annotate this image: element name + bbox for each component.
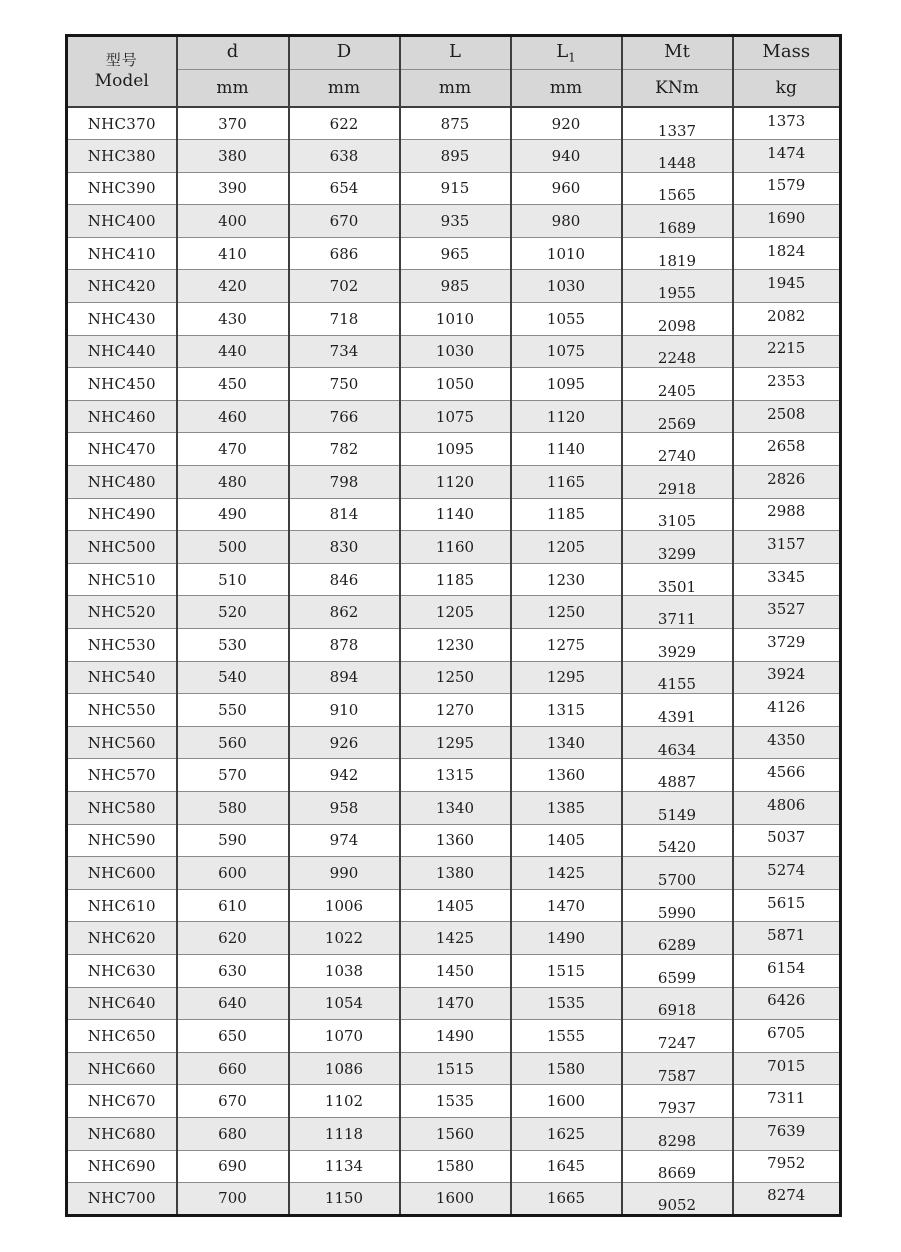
table-row bbox=[67, 987, 841, 1020]
cell-L: 1185 bbox=[400, 563, 511, 596]
cell-Mt: 2405 bbox=[622, 368, 733, 401]
cell-L: 1050 bbox=[400, 368, 511, 401]
cell-Mass: 7639 bbox=[733, 1117, 841, 1150]
cell-Mt: 4887 bbox=[622, 759, 733, 792]
header-units-row bbox=[67, 70, 841, 108]
cell-D: 670 bbox=[289, 205, 400, 238]
cell-D: 958 bbox=[289, 791, 400, 824]
cell-L1: 1250 bbox=[511, 596, 622, 629]
spec-table bbox=[65, 34, 842, 1217]
cell-Mass: 4126 bbox=[733, 694, 841, 727]
cell-model: NHC450 bbox=[67, 368, 177, 401]
cell-d: 590 bbox=[177, 824, 289, 857]
table-row bbox=[67, 824, 841, 857]
cell-Mt: 6599 bbox=[622, 954, 733, 987]
cell-Mass: 1373 bbox=[733, 107, 841, 140]
cell-Mass: 1945 bbox=[733, 270, 841, 303]
header-unit-Mt: KNm bbox=[622, 70, 733, 108]
cell-Mass: 5274 bbox=[733, 857, 841, 890]
cell-L: 1075 bbox=[400, 400, 511, 433]
cell-D: 1022 bbox=[289, 922, 400, 955]
cell-model: NHC540 bbox=[67, 661, 177, 694]
cell-d: 490 bbox=[177, 498, 289, 531]
cell-Mt: 1448 bbox=[622, 140, 733, 173]
cell-model: NHC560 bbox=[67, 726, 177, 759]
cell-d: 640 bbox=[177, 987, 289, 1020]
cell-L: 965 bbox=[400, 237, 511, 270]
cell-model: NHC480 bbox=[67, 466, 177, 499]
cell-Mt: 8669 bbox=[622, 1150, 733, 1183]
cell-L: 1315 bbox=[400, 759, 511, 792]
cell-D: 1118 bbox=[289, 1117, 400, 1150]
cell-Mt: 7587 bbox=[622, 1052, 733, 1085]
cell-Mass: 5871 bbox=[733, 922, 841, 955]
cell-Mt: 3929 bbox=[622, 629, 733, 662]
cell-Mt: 6289 bbox=[622, 922, 733, 955]
table-row bbox=[67, 107, 841, 140]
header-unit-Mass: kg bbox=[733, 70, 841, 108]
cell-Mt: 3501 bbox=[622, 563, 733, 596]
cell-d: 670 bbox=[177, 1085, 289, 1118]
cell-L: 1250 bbox=[400, 661, 511, 694]
table-row bbox=[67, 1020, 841, 1053]
cell-d: 700 bbox=[177, 1183, 289, 1216]
cell-model: NHC430 bbox=[67, 303, 177, 336]
cell-L1: 1030 bbox=[511, 270, 622, 303]
cell-L: 1030 bbox=[400, 335, 511, 368]
cell-L: 1270 bbox=[400, 694, 511, 727]
table-header bbox=[67, 36, 841, 108]
cell-L1: 1555 bbox=[511, 1020, 622, 1053]
cell-D: 1070 bbox=[289, 1020, 400, 1053]
cell-model: NHC670 bbox=[67, 1085, 177, 1118]
cell-d: 500 bbox=[177, 531, 289, 564]
cell-d: 480 bbox=[177, 466, 289, 499]
cell-d: 630 bbox=[177, 954, 289, 987]
cell-Mt: 2098 bbox=[622, 303, 733, 336]
cell-Mass: 7015 bbox=[733, 1052, 841, 1085]
cell-Mass: 2353 bbox=[733, 368, 841, 401]
table-row bbox=[67, 1085, 841, 1118]
cell-d: 410 bbox=[177, 237, 289, 270]
cell-model: NHC470 bbox=[67, 433, 177, 466]
cell-Mt: 5990 bbox=[622, 889, 733, 922]
table-body bbox=[67, 107, 841, 1215]
cell-Mt: 9052 bbox=[622, 1183, 733, 1216]
cell-L: 1515 bbox=[400, 1052, 511, 1085]
cell-d: 440 bbox=[177, 335, 289, 368]
table-row bbox=[67, 791, 841, 824]
cell-L1: 1665 bbox=[511, 1183, 622, 1216]
cell-model: NHC500 bbox=[67, 531, 177, 564]
header-model bbox=[67, 36, 177, 108]
cell-model: NHC570 bbox=[67, 759, 177, 792]
cell-L: 875 bbox=[400, 107, 511, 140]
header-col-L bbox=[400, 36, 511, 70]
cell-L1: 1095 bbox=[511, 368, 622, 401]
cell-Mass: 6154 bbox=[733, 954, 841, 987]
cell-D: 942 bbox=[289, 759, 400, 792]
cell-d: 600 bbox=[177, 857, 289, 890]
cell-Mass: 3729 bbox=[733, 629, 841, 662]
cell-model: NHC510 bbox=[67, 563, 177, 596]
cell-Mt: 2569 bbox=[622, 400, 733, 433]
cell-model: NHC640 bbox=[67, 987, 177, 1020]
header-col-Mt bbox=[622, 36, 733, 70]
cell-d: 560 bbox=[177, 726, 289, 759]
cell-Mass: 6426 bbox=[733, 987, 841, 1020]
cell-L1: 1425 bbox=[511, 857, 622, 890]
cell-d: 570 bbox=[177, 759, 289, 792]
cell-D: 862 bbox=[289, 596, 400, 629]
cell-d: 550 bbox=[177, 694, 289, 727]
cell-L1: 1535 bbox=[511, 987, 622, 1020]
cell-L: 1580 bbox=[400, 1150, 511, 1183]
header-unit-d: mm bbox=[177, 70, 289, 108]
cell-d: 370 bbox=[177, 107, 289, 140]
cell-model: NHC440 bbox=[67, 335, 177, 368]
cell-D: 654 bbox=[289, 172, 400, 205]
cell-d: 390 bbox=[177, 172, 289, 205]
cell-d: 620 bbox=[177, 922, 289, 955]
table-row bbox=[67, 661, 841, 694]
table-row bbox=[67, 303, 841, 336]
cell-model: NHC460 bbox=[67, 400, 177, 433]
cell-Mass: 3345 bbox=[733, 563, 841, 596]
cell-d: 470 bbox=[177, 433, 289, 466]
cell-Mass: 1474 bbox=[733, 140, 841, 173]
cell-L: 1380 bbox=[400, 857, 511, 890]
header-col-d bbox=[177, 36, 289, 70]
cell-L: 985 bbox=[400, 270, 511, 303]
cell-L1: 1010 bbox=[511, 237, 622, 270]
cell-L: 1120 bbox=[400, 466, 511, 499]
cell-Mass: 2658 bbox=[733, 433, 841, 466]
header-col-L1-label: L bbox=[556, 41, 569, 63]
cell-D: 814 bbox=[289, 498, 400, 531]
header-unit-L1: mm bbox=[511, 70, 622, 108]
table-row bbox=[67, 400, 841, 433]
cell-Mass: 2215 bbox=[733, 335, 841, 368]
cell-L: 895 bbox=[400, 140, 511, 173]
cell-model: NHC530 bbox=[67, 629, 177, 662]
cell-Mt: 4391 bbox=[622, 694, 733, 727]
table-row bbox=[67, 1052, 841, 1085]
cell-L: 1095 bbox=[400, 433, 511, 466]
table-row bbox=[67, 270, 841, 303]
cell-D: 686 bbox=[289, 237, 400, 270]
cell-Mt: 7247 bbox=[622, 1020, 733, 1053]
table-row bbox=[67, 629, 841, 662]
cell-D: 974 bbox=[289, 824, 400, 857]
cell-model: NHC610 bbox=[67, 889, 177, 922]
header-col-L1 bbox=[511, 36, 622, 70]
cell-D: 638 bbox=[289, 140, 400, 173]
cell-L1: 940 bbox=[511, 140, 622, 173]
cell-D: 1054 bbox=[289, 987, 400, 1020]
table-row bbox=[67, 205, 841, 238]
cell-model: NHC620 bbox=[67, 922, 177, 955]
cell-L1: 1205 bbox=[511, 531, 622, 564]
cell-L1: 1340 bbox=[511, 726, 622, 759]
cell-L: 1600 bbox=[400, 1183, 511, 1216]
cell-D: 894 bbox=[289, 661, 400, 694]
cell-D: 1134 bbox=[289, 1150, 400, 1183]
cell-D: 1150 bbox=[289, 1183, 400, 1216]
cell-model: NHC700 bbox=[67, 1183, 177, 1216]
cell-model: NHC390 bbox=[67, 172, 177, 205]
cell-d: 380 bbox=[177, 140, 289, 173]
cell-model: NHC690 bbox=[67, 1150, 177, 1183]
cell-D: 766 bbox=[289, 400, 400, 433]
table-row bbox=[67, 498, 841, 531]
cell-L1: 1360 bbox=[511, 759, 622, 792]
cell-d: 610 bbox=[177, 889, 289, 922]
cell-L: 1230 bbox=[400, 629, 511, 662]
cell-d: 530 bbox=[177, 629, 289, 662]
cell-Mt: 4634 bbox=[622, 726, 733, 759]
cell-D: 910 bbox=[289, 694, 400, 727]
header-col-D-label: D bbox=[336, 41, 352, 63]
cell-d: 650 bbox=[177, 1020, 289, 1053]
cell-L: 1140 bbox=[400, 498, 511, 531]
cell-D: 782 bbox=[289, 433, 400, 466]
table-row bbox=[67, 172, 841, 205]
table-row bbox=[67, 466, 841, 499]
table-row bbox=[67, 694, 841, 727]
cell-d: 510 bbox=[177, 563, 289, 596]
cell-L1: 1470 bbox=[511, 889, 622, 922]
table-row bbox=[67, 368, 841, 401]
cell-D: 830 bbox=[289, 531, 400, 564]
cell-model: NHC590 bbox=[67, 824, 177, 857]
table-row bbox=[67, 922, 841, 955]
table-row bbox=[67, 857, 841, 890]
cell-D: 990 bbox=[289, 857, 400, 890]
cell-D: 750 bbox=[289, 368, 400, 401]
cell-d: 660 bbox=[177, 1052, 289, 1085]
cell-model: NHC680 bbox=[67, 1117, 177, 1150]
cell-L1: 920 bbox=[511, 107, 622, 140]
cell-model: NHC660 bbox=[67, 1052, 177, 1085]
cell-d: 520 bbox=[177, 596, 289, 629]
cell-L: 1360 bbox=[400, 824, 511, 857]
header-col-D bbox=[289, 36, 400, 70]
cell-model: NHC400 bbox=[67, 205, 177, 238]
cell-L1: 1490 bbox=[511, 922, 622, 955]
cell-Mt: 2740 bbox=[622, 433, 733, 466]
cell-D: 798 bbox=[289, 466, 400, 499]
table-row bbox=[67, 954, 841, 987]
cell-L1: 1385 bbox=[511, 791, 622, 824]
cell-Mass: 8274 bbox=[733, 1183, 841, 1216]
cell-Mt: 1689 bbox=[622, 205, 733, 238]
cell-Mass: 4566 bbox=[733, 759, 841, 792]
cell-model: NHC410 bbox=[67, 237, 177, 270]
table-row bbox=[67, 563, 841, 596]
cell-Mass: 1579 bbox=[733, 172, 841, 205]
cell-L: 1560 bbox=[400, 1117, 511, 1150]
cell-Mass: 6705 bbox=[733, 1020, 841, 1053]
table-row bbox=[67, 1183, 841, 1216]
cell-d: 690 bbox=[177, 1150, 289, 1183]
cell-L1: 1295 bbox=[511, 661, 622, 694]
cell-model: NHC380 bbox=[67, 140, 177, 173]
cell-L1: 1185 bbox=[511, 498, 622, 531]
cell-L1: 1230 bbox=[511, 563, 622, 596]
cell-d: 460 bbox=[177, 400, 289, 433]
cell-L1: 1405 bbox=[511, 824, 622, 857]
cell-Mass: 7311 bbox=[733, 1085, 841, 1118]
cell-L: 1405 bbox=[400, 889, 511, 922]
cell-D: 926 bbox=[289, 726, 400, 759]
header-model-cn: 型号 bbox=[105, 50, 138, 69]
table-row bbox=[67, 531, 841, 564]
cell-Mass: 3157 bbox=[733, 531, 841, 564]
cell-L: 1295 bbox=[400, 726, 511, 759]
cell-L: 1010 bbox=[400, 303, 511, 336]
cell-Mass: 3527 bbox=[733, 596, 841, 629]
cell-Mass: 1824 bbox=[733, 237, 841, 270]
table-row bbox=[67, 1150, 841, 1183]
cell-L: 1470 bbox=[400, 987, 511, 1020]
cell-Mt: 1565 bbox=[622, 172, 733, 205]
header-col-Mt-label: Mt bbox=[664, 41, 690, 63]
table-row bbox=[67, 759, 841, 792]
cell-L1: 1165 bbox=[511, 466, 622, 499]
cell-model: NHC490 bbox=[67, 498, 177, 531]
table-row bbox=[67, 1117, 841, 1150]
header-unit-L: mm bbox=[400, 70, 511, 108]
cell-Mass: 2508 bbox=[733, 400, 841, 433]
header-symbol-row bbox=[67, 36, 841, 70]
cell-d: 420 bbox=[177, 270, 289, 303]
cell-model: NHC580 bbox=[67, 791, 177, 824]
cell-Mt: 1955 bbox=[622, 270, 733, 303]
cell-L: 1450 bbox=[400, 954, 511, 987]
table-row bbox=[67, 596, 841, 629]
cell-d: 450 bbox=[177, 368, 289, 401]
header-model-en: Model bbox=[94, 71, 149, 92]
cell-D: 1038 bbox=[289, 954, 400, 987]
cell-D: 1006 bbox=[289, 889, 400, 922]
cell-L1: 1140 bbox=[511, 433, 622, 466]
header-unit-D: mm bbox=[289, 70, 400, 108]
cell-Mt: 3105 bbox=[622, 498, 733, 531]
cell-L1: 1645 bbox=[511, 1150, 622, 1183]
table-row bbox=[67, 889, 841, 922]
table-row bbox=[67, 726, 841, 759]
cell-L: 1490 bbox=[400, 1020, 511, 1053]
cell-D: 846 bbox=[289, 563, 400, 596]
cell-D: 622 bbox=[289, 107, 400, 140]
cell-Mt: 3299 bbox=[622, 531, 733, 564]
cell-L: 1160 bbox=[400, 531, 511, 564]
cell-Mt: 1337 bbox=[622, 107, 733, 140]
cell-Mt: 8298 bbox=[622, 1117, 733, 1150]
header-col-Mass bbox=[733, 36, 841, 70]
cell-Mt: 3711 bbox=[622, 596, 733, 629]
cell-Mass: 1690 bbox=[733, 205, 841, 238]
cell-Mt: 5149 bbox=[622, 791, 733, 824]
cell-L1: 960 bbox=[511, 172, 622, 205]
cell-Mt: 6918 bbox=[622, 987, 733, 1020]
cell-L1: 1625 bbox=[511, 1117, 622, 1150]
cell-model: NHC650 bbox=[67, 1020, 177, 1053]
header-col-Mass-label: Mass bbox=[762, 41, 811, 63]
cell-model: NHC630 bbox=[67, 954, 177, 987]
cell-Mt: 2918 bbox=[622, 466, 733, 499]
cell-d: 680 bbox=[177, 1117, 289, 1150]
cell-Mass: 4350 bbox=[733, 726, 841, 759]
header-col-L-label: L bbox=[449, 41, 461, 63]
cell-d: 400 bbox=[177, 205, 289, 238]
cell-L: 1425 bbox=[400, 922, 511, 955]
cell-D: 718 bbox=[289, 303, 400, 336]
cell-Mass: 2988 bbox=[733, 498, 841, 531]
cell-Mt: 4155 bbox=[622, 661, 733, 694]
cell-L1: 1120 bbox=[511, 400, 622, 433]
cell-L: 935 bbox=[400, 205, 511, 238]
header-col-d-label: d bbox=[226, 41, 239, 63]
cell-L1: 1315 bbox=[511, 694, 622, 727]
table-row bbox=[67, 140, 841, 173]
cell-model: NHC520 bbox=[67, 596, 177, 629]
cell-Mass: 5037 bbox=[733, 824, 841, 857]
table-row bbox=[67, 335, 841, 368]
cell-Mt: 1819 bbox=[622, 237, 733, 270]
cell-D: 1086 bbox=[289, 1052, 400, 1085]
cell-D: 878 bbox=[289, 629, 400, 662]
cell-Mass: 3924 bbox=[733, 661, 841, 694]
cell-L1: 1580 bbox=[511, 1052, 622, 1085]
cell-D: 702 bbox=[289, 270, 400, 303]
cell-L: 1205 bbox=[400, 596, 511, 629]
cell-D: 1102 bbox=[289, 1085, 400, 1118]
table-row bbox=[67, 433, 841, 466]
cell-d: 430 bbox=[177, 303, 289, 336]
cell-L1: 1275 bbox=[511, 629, 622, 662]
cell-L: 1340 bbox=[400, 791, 511, 824]
cell-Mt: 5700 bbox=[622, 857, 733, 890]
cell-Mt: 7937 bbox=[622, 1085, 733, 1118]
cell-Mass: 2826 bbox=[733, 466, 841, 499]
cell-L1: 1515 bbox=[511, 954, 622, 987]
cell-d: 580 bbox=[177, 791, 289, 824]
cell-model: NHC420 bbox=[67, 270, 177, 303]
cell-model: NHC550 bbox=[67, 694, 177, 727]
cell-model: NHC600 bbox=[67, 857, 177, 890]
cell-L: 915 bbox=[400, 172, 511, 205]
cell-L1: 1055 bbox=[511, 303, 622, 336]
cell-model: NHC370 bbox=[67, 107, 177, 140]
table-row bbox=[67, 237, 841, 270]
cell-Mt: 2248 bbox=[622, 335, 733, 368]
cell-L1: 980 bbox=[511, 205, 622, 238]
cell-L: 1535 bbox=[400, 1085, 511, 1118]
header-col-L1-sub: 1 bbox=[568, 50, 576, 65]
cell-Mt: 5420 bbox=[622, 824, 733, 857]
cell-Mass: 2082 bbox=[733, 303, 841, 336]
cell-D: 734 bbox=[289, 335, 400, 368]
cell-d: 540 bbox=[177, 661, 289, 694]
cell-Mass: 5615 bbox=[733, 889, 841, 922]
cell-Mass: 4806 bbox=[733, 791, 841, 824]
cell-Mass: 7952 bbox=[733, 1150, 841, 1183]
cell-L1: 1600 bbox=[511, 1085, 622, 1118]
cell-L1: 1075 bbox=[511, 335, 622, 368]
